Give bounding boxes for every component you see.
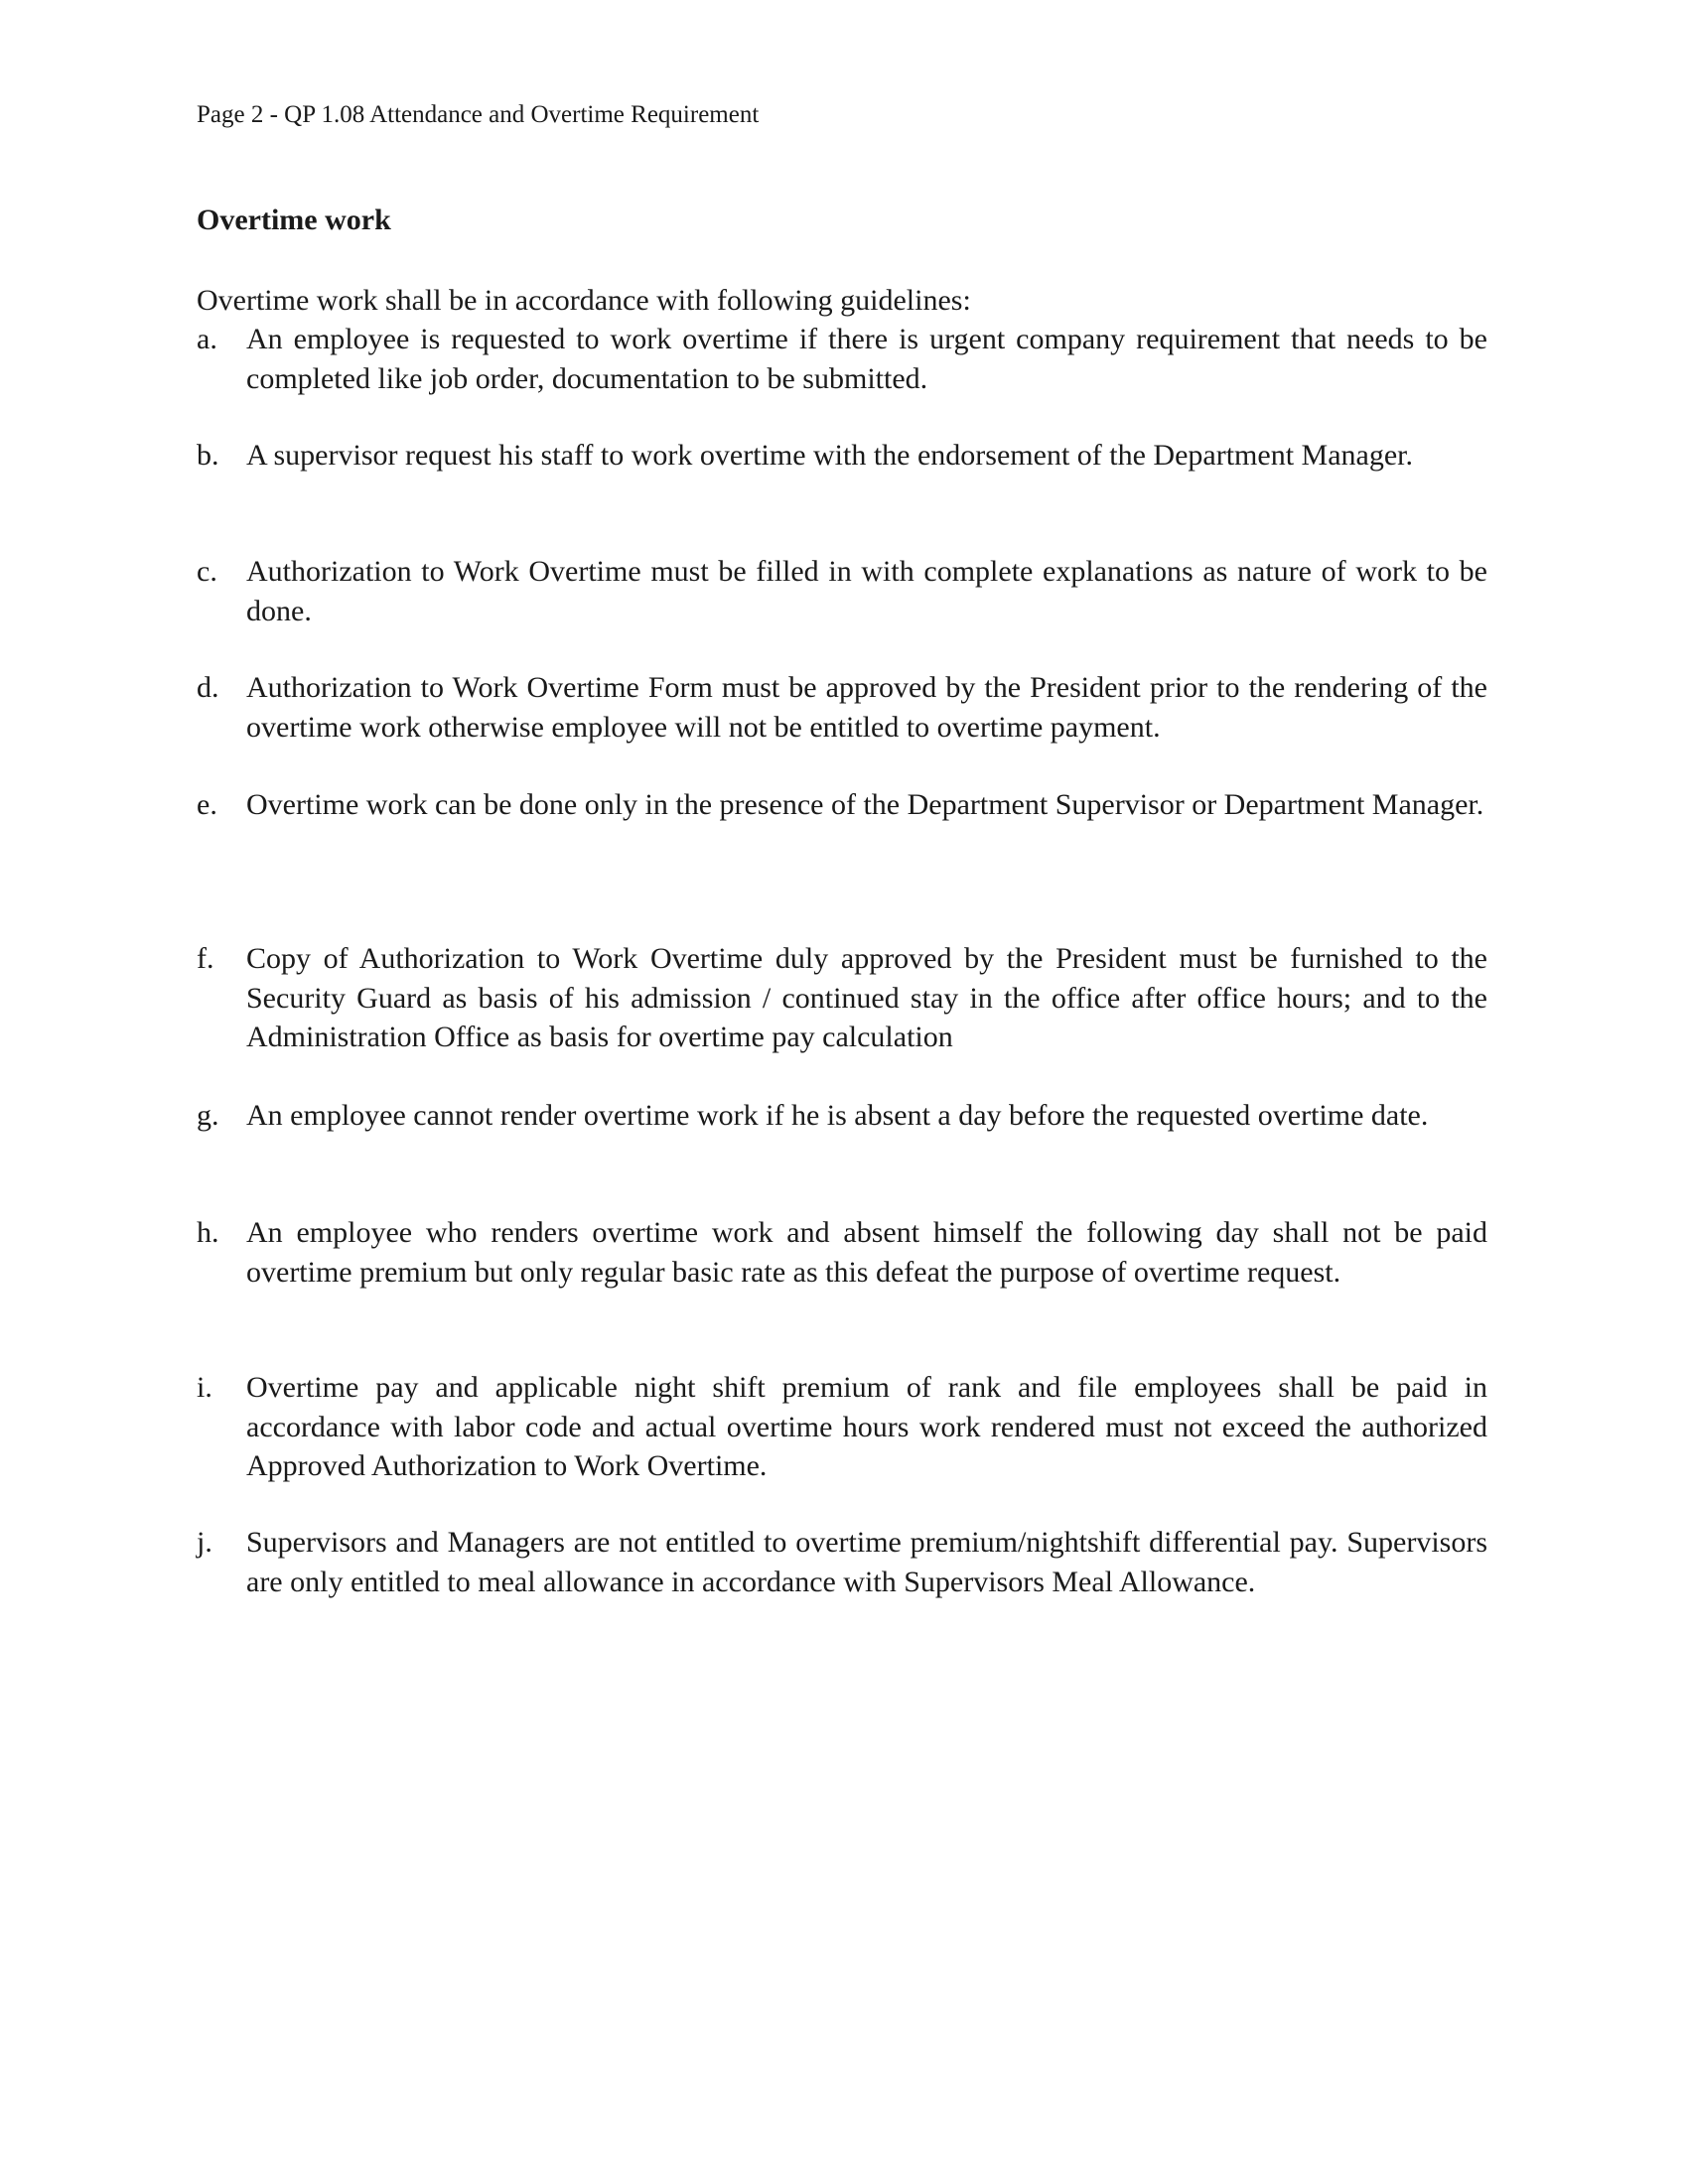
item-text: An employee cannot render overtime work if he is absent a day before the requested overtime date. <box>246 1099 1429 1132</box>
guideline-item-g <box>197 1096 1487 1136</box>
item-letter: i. <box>197 1371 212 1404</box>
item-letter: b. <box>197 439 219 472</box>
item-letter: g. <box>197 1099 219 1132</box>
guideline-item-f <box>197 939 1487 1057</box>
guideline-item-j <box>197 1523 1487 1601</box>
guideline-item-a <box>197 320 1487 398</box>
guideline-item-d <box>197 668 1487 747</box>
section-intro: Overtime work shall be in accordance with following guidelines: <box>197 284 971 317</box>
item-letter: a. <box>197 323 217 355</box>
item-text: Supervisors and Managers are not entitled to overtime premium/nightshift differential pay. Supervisors are only entitled to meal allowance in accordance with Supervisors Meal Allowance. <box>246 1526 1487 1598</box>
item-letter: c. <box>197 555 217 588</box>
item-letter: d. <box>197 671 219 704</box>
item-text: An employee who renders overtime work and absent himself the following day shall not be paid overtime premium but only regular basic rate as this defeat the purpose of overtime request. <box>246 1216 1487 1289</box>
item-text: Copy of Authorization to Work Overtime duly approved by the President must be furnished to the Security Guard as basis of his admission / continued stay in the office after office hours; and to the Administration Office as basis for overtime pay calculation <box>246 942 1487 1053</box>
page-header: Page 2 - QP 1.08 Attendance and Overtime Requirement <box>197 101 760 128</box>
item-text: Overtime work can be done only in the presence of the Department Supervisor or Department Manager. <box>246 788 1484 821</box>
item-letter: e. <box>197 788 217 821</box>
item-text: Authorization to Work Overtime must be filled in with complete explanations as nature of work to be done. <box>246 555 1487 627</box>
item-letter: h. <box>197 1216 219 1249</box>
guideline-item-h <box>197 1213 1487 1292</box>
guideline-item-c <box>197 552 1487 630</box>
item-text: Authorization to Work Overtime Form must be approved by the President prior to the rendering of the overtime work otherwise employee will not be entitled to overtime payment. <box>246 671 1487 744</box>
guideline-item-e <box>197 785 1487 825</box>
guideline-item-i <box>197 1368 1487 1486</box>
guideline-item-b <box>197 436 1487 476</box>
item-text: A supervisor request his staff to work overtime with the endorsement of the Department Manager. <box>246 439 1413 472</box>
item-text: An employee is requested to work overtime if there is urgent company requirement that needs to be completed like job order, documentation to be submitted. <box>246 323 1487 395</box>
item-letter: f. <box>197 942 214 975</box>
section-title: Overtime work <box>197 204 391 236</box>
item-text: Overtime pay and applicable night shift premium of rank and file employees shall be paid in accordance with labor code and actual overtime hours work rendered must not exceed the authorized Approved Authorization to Work Overtime. <box>246 1371 1487 1482</box>
item-letter: j. <box>197 1526 212 1559</box>
